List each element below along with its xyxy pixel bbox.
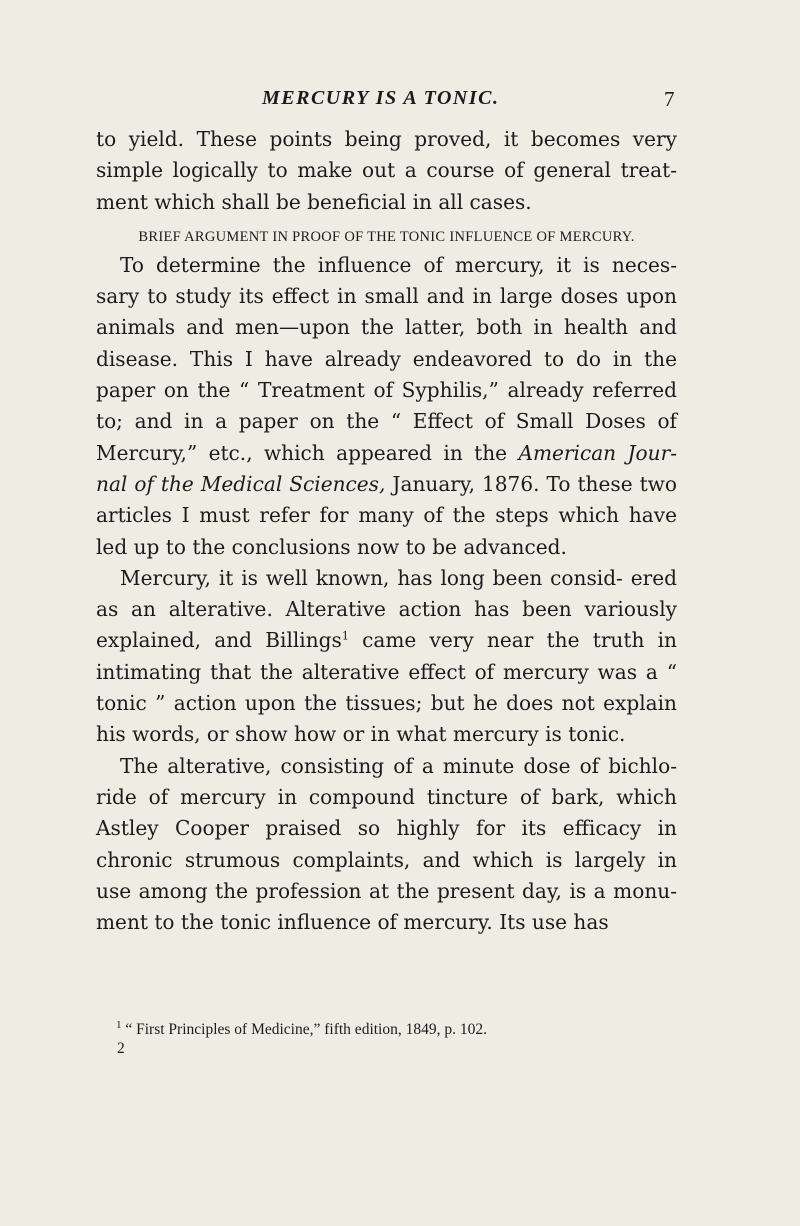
paragraph-2-text: To determine the influence of mercury, it is neces- sary to study its effect in small and in large doses upon animals and men—upon the latter, both in health and disease. This I have already endeavored to do in the paper on the “ Treatment of Syphilis,” already referred to; and in a paper on the “ Effect of Small Doses of Mercury,” etc., which appeared in the: [96, 252, 677, 465]
paragraph-2-text-end: January, 1876. To these two articles I must refer for many of the steps which have led up to the conclusions now to be advanced.: [96, 471, 677, 559]
paragraph-3-text-end: came very near the truth in intimating that the alterative effect of mercury was a “ tonic ” action upon the tissues; but he does not explain his words, or show how or in what mercury is tonic.: [96, 628, 677, 747]
running-title: MERCURY IS A TONIC.: [262, 87, 500, 109]
paragraph-3: [96, 563, 677, 751]
journal-title: American Jour- nal of the Medical Sciences,: [96, 440, 677, 496]
signature-mark: 2: [117, 1040, 125, 1057]
page-number: 7: [664, 87, 675, 111]
paragraph-1: to yield. These points being proved, it becomes very simple logically to make out a course of general treat- ment which shall be beneficial in all cases.: [96, 127, 677, 214]
body-text: [96, 124, 677, 938]
paragraph-2: [96, 250, 677, 563]
section-heading: BRIEF ARGUMENT IN PROOF OF THE TONIC INFLUENCE OF MERCURY.: [138, 228, 635, 245]
footnote-marker: 1: [116, 1018, 122, 1031]
paragraph-3-text: Mercury, it is well known, has long been consid- ered as an alterative. Alterative action has been variously explained, and Billings: [96, 565, 677, 653]
paragraph-4: The alterative, consisting of a minute dose of bichlo- ride of mercury in compound tincture of bark, which Astley Cooper praised so highly for its efficacy in chronic strumous complaints, and which is largely in use among the profession at the present day, is a monu- ment to the tonic influence of mercury. Its use has: [96, 753, 677, 935]
footnote-text: “ First Principles of Medicine,” fifth edition, 1849, p. 102.: [121, 1021, 487, 1038]
footnote: [116, 1020, 487, 1039]
footnote-reference: 1: [341, 629, 349, 643]
